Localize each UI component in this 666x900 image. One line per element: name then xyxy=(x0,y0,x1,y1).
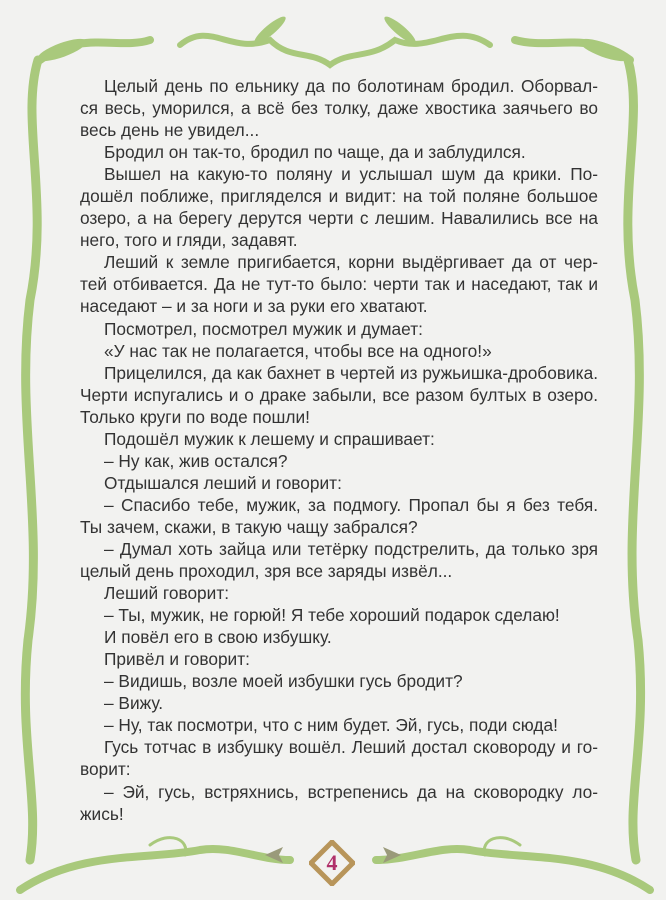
text-line: Гусь тотчас в избушку вошёл. Леший достал сковороду и го- xyxy=(104,737,598,758)
text-line: – Ты, мужик, не горюй! Я тебе хороший подарок сделаю! xyxy=(104,605,560,626)
text-line: Прицелился, да как бахнет в чертей из ружьишка-дробовика. xyxy=(104,362,598,383)
text-line: И повёл его в свою избушку. xyxy=(104,627,332,648)
text-line: весь день не увидел... xyxy=(80,120,260,141)
text-line: Привёл и говорит: xyxy=(104,649,250,670)
text-line: озеро, а на берегу дерутся черти с лешим. Навалились все на xyxy=(80,208,598,229)
text-line: «У нас так не полагается, чтобы все на одного!» xyxy=(104,340,492,361)
text-line: – Видишь, возле моей избушки гусь бродит? xyxy=(104,671,463,692)
page-number: 4 xyxy=(326,850,338,875)
text-line: Только круги по воде пошли! xyxy=(80,406,310,427)
text-line: него, того и гляди, задавят. xyxy=(80,230,298,251)
text-line: Черти испугались и о драке забыли, все разом бултых в озеро. xyxy=(80,384,598,405)
text-line: жись! xyxy=(80,803,124,824)
text-line: наседают – и за ноги и за руки его хватают. xyxy=(80,296,428,317)
text-line: Ты зачем, скажи, в такую чащу забрался? xyxy=(80,516,418,537)
text-line: Отдышался леший и говорит: xyxy=(104,472,342,493)
text-line: – Думал хоть зайца или тетёрку подстрелить, да только зря xyxy=(104,538,598,559)
page-number-badge xyxy=(309,840,355,886)
text-line: Бродил он так-то, бродил по чаще, да и заблудился. xyxy=(104,142,526,163)
text-line: – Ну как, жив остался? xyxy=(104,450,288,471)
text-line: целый день проходил, зря все заряды извёл... xyxy=(80,561,453,582)
text-line: Подошёл мужик к лешему и спрашивает: xyxy=(104,428,435,449)
text-line: ворит: xyxy=(80,759,131,780)
text-line: тей отбивается. Да не тут-то было: черти так и наседают, так и xyxy=(80,274,598,295)
text-line: – Спасибо тебе, мужик, за подмогу. Пропал бы я без тебя. xyxy=(104,494,598,515)
text-line: – Вижу. xyxy=(104,693,164,714)
text-line: – Эй, гусь, встряхнись, встрепенись да на сковородку ло- xyxy=(104,781,598,802)
text-line: – Ну, так посмотри, что с ним будет. Эй, гусь, поди сюда! xyxy=(104,715,558,736)
text-line: ся весь, уморился, а всё без толку, даже хвостика заячьего во xyxy=(80,98,598,119)
text-line: дошёл поближе, пригляделся и видит: на той поляне большое xyxy=(80,186,598,207)
story-text xyxy=(80,75,598,825)
text-line: Леший к земле пригибается, корни выдёргивает да от чер- xyxy=(104,252,598,273)
text-line: Посмотрел, посмотрел мужик и думает: xyxy=(104,318,423,339)
text-line: Вышел на какую-то поляну и услышал шум да крики. По- xyxy=(104,164,598,185)
text-line: Целый день по ельнику да по болотинам бродил. Оборвал- xyxy=(104,76,598,96)
text-line: Леший говорит: xyxy=(104,583,230,604)
